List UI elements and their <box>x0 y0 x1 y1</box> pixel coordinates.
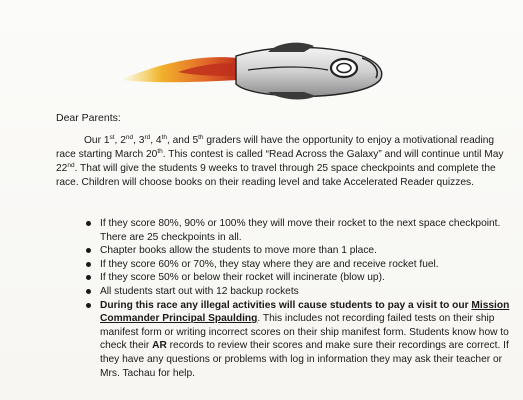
rule-item: If they score 50% or below their rocket will incinerate (blow up). <box>86 271 516 285</box>
rules-list <box>86 217 516 380</box>
rule-item: Chapter books allow the students to move more than 1 place. <box>86 244 516 258</box>
rule-item: All students start out with 12 backup rockets <box>86 285 516 299</box>
salutation: Dear Parents: <box>56 112 121 124</box>
ar-label: AR <box>152 340 167 352</box>
rocket-illustration <box>118 40 388 102</box>
illegal-activities-warning: During this race any illegal activities will cause students to pay a visit to our <box>100 299 469 311</box>
intro-paragraph: Our 1st, 2nd, 3rd, 4th, and 5th graders will have the opportunity to enjoy a motivational reading race starting March 20th. This contest is called “Read Across the Galaxy” and will continue until May 22nd. That will give the students 9 weeks to travel through 25 space checkpoints and complete the race. Children will choose books on their reading level and take Accelerated Reader quizzes. <box>56 134 504 188</box>
rocket-body <box>236 47 382 96</box>
rule-item-illegal-activities: During this race any illegal activities will cause students to pay a visit to our Mission Commander Principal Spaulding. This includes not recording failed tests on their ship manifest form or writing incorrect scores on their ship manifest form. Students know how to check their AR records to review their scores and make sure their recordings are correct. If they have any questions or problems with log in information they may ask their teacher or Mrs. Tachau for help. <box>86 299 516 381</box>
principal-name: Mission Commander Principal Spaulding <box>100 299 510 325</box>
rule-item: If they score 80%, 90% or 100% they will move their rocket to the next space checkpoint. There are 25 checkpoints in all. <box>86 217 516 244</box>
rocket-window <box>331 59 357 77</box>
rule-item: If they score 60% or 70%, they stay where they are and receive rocket fuel. <box>86 258 516 272</box>
